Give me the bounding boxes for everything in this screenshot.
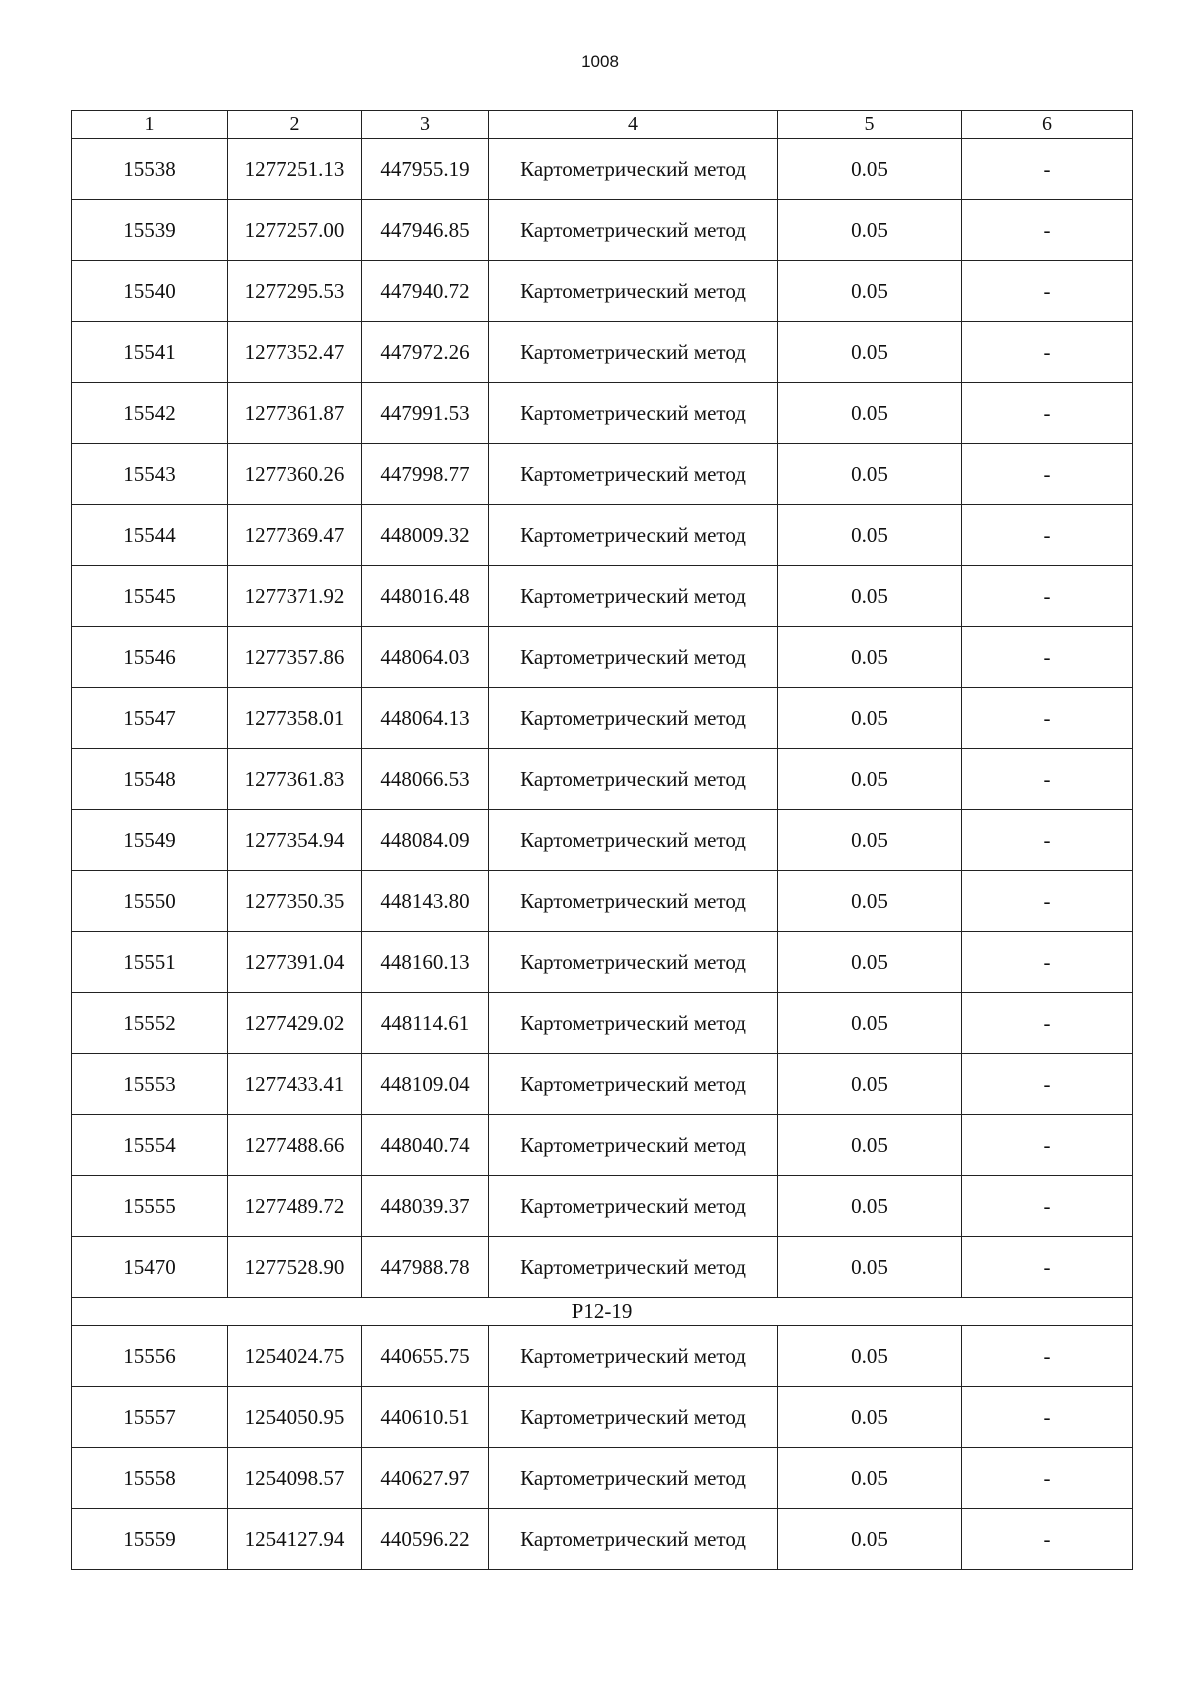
table-row xyxy=(72,993,1133,1054)
table-row xyxy=(72,566,1133,627)
x-coordinate-cell: 1277528.90 xyxy=(228,1237,362,1298)
table-row xyxy=(72,1387,1133,1448)
method-cell: Картометрический метод xyxy=(489,688,778,749)
method-cell: Картометрический метод xyxy=(489,566,778,627)
point-number-cell: 15555 xyxy=(72,1176,228,1237)
y-coordinate-cell: 447946.85 xyxy=(362,200,489,261)
table-row xyxy=(72,200,1133,261)
method-cell: Картометрический метод xyxy=(489,1237,778,1298)
y-coordinate-cell: 448064.03 xyxy=(362,627,489,688)
accuracy-cell: 0.05 xyxy=(778,1326,962,1387)
method-cell: Картометрический метод xyxy=(489,200,778,261)
method-cell: Картометрический метод xyxy=(489,505,778,566)
coordinates-table xyxy=(71,110,1133,1570)
accuracy-cell: 0.05 xyxy=(778,1387,962,1448)
x-coordinate-cell: 1277391.04 xyxy=(228,932,362,993)
point-number-cell: 15549 xyxy=(72,810,228,871)
method-cell: Картометрический метод xyxy=(489,444,778,505)
description-cell: - xyxy=(962,1509,1133,1570)
y-coordinate-cell: 448143.80 xyxy=(362,871,489,932)
description-cell: - xyxy=(962,1054,1133,1115)
point-number-cell: 15542 xyxy=(72,383,228,444)
description-cell: - xyxy=(962,566,1133,627)
table-row xyxy=(72,627,1133,688)
y-coordinate-cell: 440610.51 xyxy=(362,1387,489,1448)
description-cell: - xyxy=(962,1326,1133,1387)
method-cell: Картометрический метод xyxy=(489,261,778,322)
y-coordinate-cell: 448064.13 xyxy=(362,688,489,749)
point-number-cell: 15550 xyxy=(72,871,228,932)
y-coordinate-cell: 440655.75 xyxy=(362,1326,489,1387)
accuracy-cell: 0.05 xyxy=(778,810,962,871)
table-row xyxy=(72,871,1133,932)
column-header: 1 xyxy=(72,111,228,139)
x-coordinate-cell: 1277358.01 xyxy=(228,688,362,749)
table-row xyxy=(72,1448,1133,1509)
accuracy-cell: 0.05 xyxy=(778,688,962,749)
accuracy-cell: 0.05 xyxy=(778,200,962,261)
description-cell: - xyxy=(962,932,1133,993)
accuracy-cell: 0.05 xyxy=(778,444,962,505)
column-header: 2 xyxy=(228,111,362,139)
description-cell: - xyxy=(962,993,1133,1054)
table-row xyxy=(72,383,1133,444)
point-number-cell: 15543 xyxy=(72,444,228,505)
method-cell: Картометрический метод xyxy=(489,1326,778,1387)
accuracy-cell: 0.05 xyxy=(778,1054,962,1115)
method-cell: Картометрический метод xyxy=(489,322,778,383)
table-row xyxy=(72,322,1133,383)
y-coordinate-cell: 447988.78 xyxy=(362,1237,489,1298)
y-coordinate-cell: 447972.26 xyxy=(362,322,489,383)
x-coordinate-cell: 1277350.35 xyxy=(228,871,362,932)
y-coordinate-cell: 448016.48 xyxy=(362,566,489,627)
point-number-cell: 15547 xyxy=(72,688,228,749)
x-coordinate-cell: 1254050.95 xyxy=(228,1387,362,1448)
accuracy-cell: 0.05 xyxy=(778,1176,962,1237)
y-coordinate-cell: 448114.61 xyxy=(362,993,489,1054)
y-coordinate-cell: 448009.32 xyxy=(362,505,489,566)
point-number-cell: 15544 xyxy=(72,505,228,566)
method-cell: Картометрический метод xyxy=(489,993,778,1054)
method-cell: Картометрический метод xyxy=(489,1509,778,1570)
section-row xyxy=(72,1298,1133,1326)
column-header: 6 xyxy=(962,111,1133,139)
x-coordinate-cell: 1277433.41 xyxy=(228,1054,362,1115)
method-cell: Картометрический метод xyxy=(489,1387,778,1448)
point-number-cell: 15556 xyxy=(72,1326,228,1387)
method-cell: Картометрический метод xyxy=(489,1115,778,1176)
table-row xyxy=(72,261,1133,322)
accuracy-cell: 0.05 xyxy=(778,566,962,627)
x-coordinate-cell: 1277488.66 xyxy=(228,1115,362,1176)
y-coordinate-cell: 440627.97 xyxy=(362,1448,489,1509)
x-coordinate-cell: 1277371.92 xyxy=(228,566,362,627)
accuracy-cell: 0.05 xyxy=(778,1115,962,1176)
y-coordinate-cell: 448066.53 xyxy=(362,749,489,810)
method-cell: Картометрический метод xyxy=(489,749,778,810)
y-coordinate-cell: 447940.72 xyxy=(362,261,489,322)
point-number-cell: 15552 xyxy=(72,993,228,1054)
y-coordinate-cell: 448040.74 xyxy=(362,1115,489,1176)
x-coordinate-cell: 1254098.57 xyxy=(228,1448,362,1509)
description-cell: - xyxy=(962,1387,1133,1448)
description-cell: - xyxy=(962,1237,1133,1298)
point-number-cell: 15554 xyxy=(72,1115,228,1176)
point-number-cell: 15539 xyxy=(72,200,228,261)
accuracy-cell: 0.05 xyxy=(778,627,962,688)
point-number-cell: 15540 xyxy=(72,261,228,322)
description-cell: - xyxy=(962,261,1133,322)
table-row xyxy=(72,1176,1133,1237)
method-cell: Картометрический метод xyxy=(489,1176,778,1237)
method-cell: Картометрический метод xyxy=(489,139,778,200)
point-number-cell: 15545 xyxy=(72,566,228,627)
method-cell: Картометрический метод xyxy=(489,1054,778,1115)
accuracy-cell: 0.05 xyxy=(778,139,962,200)
y-coordinate-cell: 447955.19 xyxy=(362,139,489,200)
accuracy-cell: 0.05 xyxy=(778,1509,962,1570)
accuracy-cell: 0.05 xyxy=(778,322,962,383)
x-coordinate-cell: 1277295.53 xyxy=(228,261,362,322)
method-cell: Картометрический метод xyxy=(489,383,778,444)
table-row xyxy=(72,1326,1133,1387)
method-cell: Картометрический метод xyxy=(489,810,778,871)
x-coordinate-cell: 1277357.86 xyxy=(228,627,362,688)
section-label: Р12-19 xyxy=(72,1298,1133,1326)
point-number-cell: 15557 xyxy=(72,1387,228,1448)
accuracy-cell: 0.05 xyxy=(778,1237,962,1298)
x-coordinate-cell: 1277354.94 xyxy=(228,810,362,871)
table-row xyxy=(72,810,1133,871)
description-cell: - xyxy=(962,383,1133,444)
x-coordinate-cell: 1277489.72 xyxy=(228,1176,362,1237)
table-row xyxy=(72,1115,1133,1176)
accuracy-cell: 0.05 xyxy=(778,993,962,1054)
x-coordinate-cell: 1277360.26 xyxy=(228,444,362,505)
point-number-cell: 15558 xyxy=(72,1448,228,1509)
x-coordinate-cell: 1277429.02 xyxy=(228,993,362,1054)
description-cell: - xyxy=(962,1448,1133,1509)
accuracy-cell: 0.05 xyxy=(778,1448,962,1509)
description-cell: - xyxy=(962,1176,1133,1237)
accuracy-cell: 0.05 xyxy=(778,871,962,932)
point-number-cell: 15470 xyxy=(72,1237,228,1298)
description-cell: - xyxy=(962,1115,1133,1176)
point-number-cell: 15553 xyxy=(72,1054,228,1115)
description-cell: - xyxy=(962,749,1133,810)
table-row xyxy=(72,444,1133,505)
table-row xyxy=(72,749,1133,810)
description-cell: - xyxy=(962,505,1133,566)
x-coordinate-cell: 1277369.47 xyxy=(228,505,362,566)
table-row xyxy=(72,139,1133,200)
table-row xyxy=(72,1054,1133,1115)
table-row xyxy=(72,688,1133,749)
table-body xyxy=(72,139,1133,1570)
column-header: 5 xyxy=(778,111,962,139)
accuracy-cell: 0.05 xyxy=(778,261,962,322)
accuracy-cell: 0.05 xyxy=(778,505,962,566)
table-row xyxy=(72,505,1133,566)
x-coordinate-cell: 1277361.83 xyxy=(228,749,362,810)
y-coordinate-cell: 448084.09 xyxy=(362,810,489,871)
x-coordinate-cell: 1277257.00 xyxy=(228,200,362,261)
description-cell: - xyxy=(962,322,1133,383)
point-number-cell: 15546 xyxy=(72,627,228,688)
method-cell: Картометрический метод xyxy=(489,627,778,688)
point-number-cell: 15538 xyxy=(72,139,228,200)
y-coordinate-cell: 448160.13 xyxy=(362,932,489,993)
method-cell: Картометрический метод xyxy=(489,871,778,932)
y-coordinate-cell: 448109.04 xyxy=(362,1054,489,1115)
point-number-cell: 15559 xyxy=(72,1509,228,1570)
column-header: 4 xyxy=(489,111,778,139)
point-number-cell: 15548 xyxy=(72,749,228,810)
accuracy-cell: 0.05 xyxy=(778,932,962,993)
method-cell: Картометрический метод xyxy=(489,1448,778,1509)
y-coordinate-cell: 447998.77 xyxy=(362,444,489,505)
table-row xyxy=(72,1509,1133,1570)
y-coordinate-cell: 447991.53 xyxy=(362,383,489,444)
description-cell: - xyxy=(962,871,1133,932)
accuracy-cell: 0.05 xyxy=(778,749,962,810)
table-row xyxy=(72,1237,1133,1298)
x-coordinate-cell: 1277352.47 xyxy=(228,322,362,383)
description-cell: - xyxy=(962,688,1133,749)
accuracy-cell: 0.05 xyxy=(778,383,962,444)
table-header-row xyxy=(72,111,1133,139)
x-coordinate-cell: 1254024.75 xyxy=(228,1326,362,1387)
description-cell: - xyxy=(962,200,1133,261)
x-coordinate-cell: 1277251.13 xyxy=(228,139,362,200)
y-coordinate-cell: 440596.22 xyxy=(362,1509,489,1570)
method-cell: Картометрический метод xyxy=(489,932,778,993)
description-cell: - xyxy=(962,810,1133,871)
column-header: 3 xyxy=(362,111,489,139)
point-number-cell: 15551 xyxy=(72,932,228,993)
description-cell: - xyxy=(962,627,1133,688)
y-coordinate-cell: 448039.37 xyxy=(362,1176,489,1237)
point-number-cell: 15541 xyxy=(72,322,228,383)
table-row xyxy=(72,932,1133,993)
page-number: 1008 xyxy=(581,52,619,71)
x-coordinate-cell: 1254127.94 xyxy=(228,1509,362,1570)
description-cell: - xyxy=(962,139,1133,200)
description-cell: - xyxy=(962,444,1133,505)
x-coordinate-cell: 1277361.87 xyxy=(228,383,362,444)
